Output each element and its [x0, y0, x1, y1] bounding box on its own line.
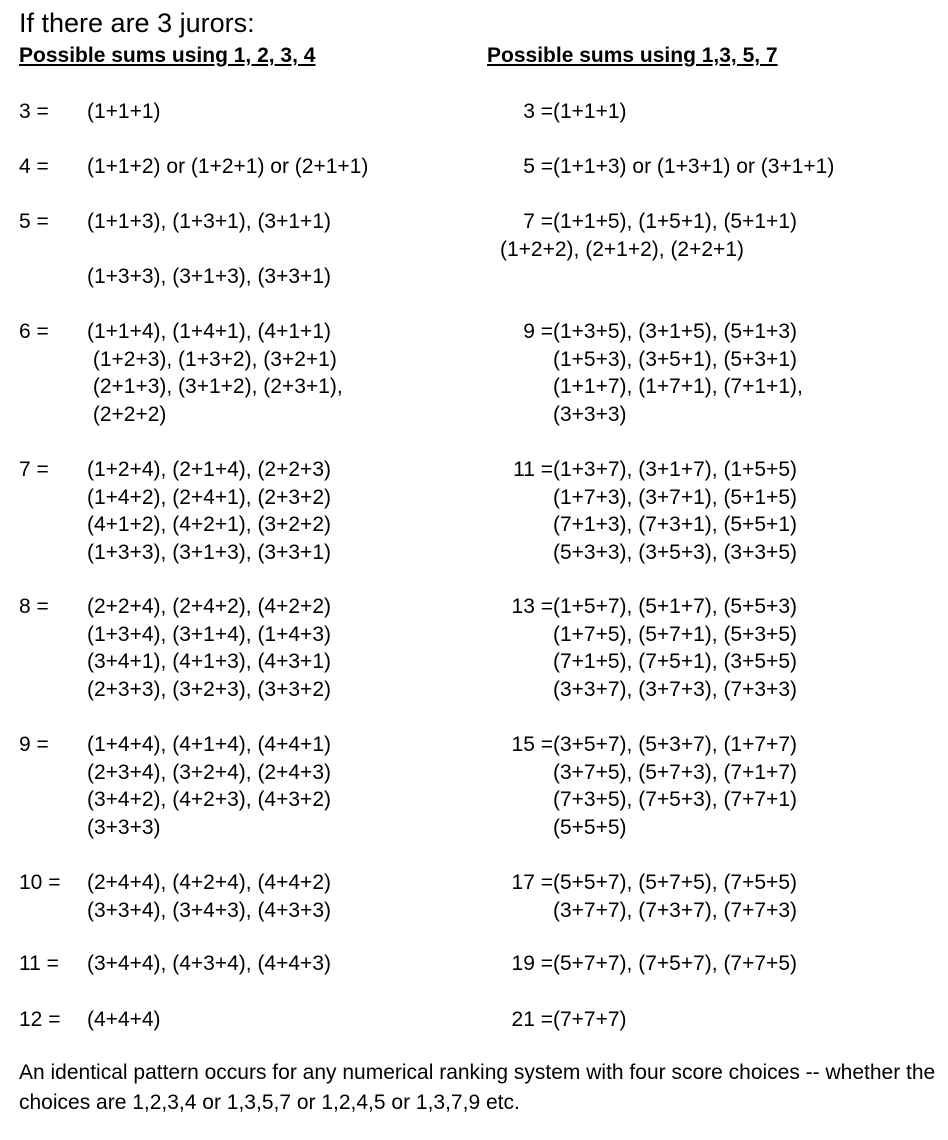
- combination-line: (3+4+4), (4+3+4), (4+4+3): [87, 952, 331, 975]
- combination-line: (1+1+2) or (1+2+1) or (2+1+1): [87, 155, 369, 178]
- combination-line: (1+3+3), (3+1+3), (3+3+1): [87, 265, 331, 288]
- combination-line: (2+1+3), (3+1+2), (2+3+1),: [87, 375, 343, 398]
- sum-entry: [497, 593, 797, 703]
- sum-entry: [19, 208, 331, 236]
- sum-label: 12 =: [19, 1008, 61, 1031]
- combination-list: [553, 153, 834, 181]
- combination-line: (5+5+7), (5+7+5), (7+5+5): [553, 871, 797, 894]
- combination-line: (7+1+3), (7+3+1), (5+5+1): [553, 513, 797, 536]
- sum-label: 8 =: [19, 595, 49, 618]
- sum-label: 7 =: [523, 210, 553, 233]
- combination-line: (1+2+3), (1+3+2), (3+2+1): [87, 347, 337, 371]
- sum-entry: [497, 456, 797, 566]
- combination-line: (1+4+2), (2+4+1), (2+3+2): [87, 485, 331, 509]
- combination-list: [87, 1006, 161, 1034]
- sum-entry: [19, 263, 331, 291]
- sum-label: 11 =: [19, 952, 59, 975]
- combination-list: [553, 731, 797, 841]
- sum-label: 15 =: [511, 733, 553, 756]
- combination-list: [87, 318, 343, 428]
- combination-line: (7+1+5), (7+5+1), (3+5+5): [553, 650, 797, 673]
- combination-line: (1+7+5), (5+7+1), (5+3+5): [553, 622, 797, 646]
- combination-line: (5+3+3), (3+5+3), (3+3+5): [553, 540, 797, 564]
- combination-line: (1+2+4), (2+1+4), (2+2+3): [87, 458, 331, 481]
- combination-list: [87, 950, 331, 978]
- combination-line: (1+1+3) or (1+3+1) or (3+1+1): [553, 155, 835, 178]
- combination-line: (3+7+7), (7+3+7), (7+7+3): [553, 898, 797, 922]
- combination-list: [553, 98, 627, 126]
- sum-label: 19 =: [511, 952, 553, 975]
- sum-label: 9 =: [19, 733, 49, 756]
- sum-entry: [19, 1006, 161, 1034]
- right-column-heading: Possible sums using 1,3, 5, 7: [487, 44, 778, 67]
- combination-line: (2+2+4), (2+4+2), (4+2+2): [87, 595, 331, 618]
- footnote-text: An identical pattern occurs for any numerical ranking system with four score choices -- whether the choices are 1,2,3,4 or 1,3,5,7 or 1,2,4,5 or 1,3,7,9 etc.: [19, 1061, 936, 1114]
- combination-list: [553, 208, 797, 236]
- combination-line: (3+3+4), (3+4+3), (4+3+3): [87, 898, 331, 922]
- combination-list: [553, 1006, 627, 1034]
- sum-label: 5 =: [19, 210, 49, 233]
- combination-line: (3+3+3): [553, 402, 627, 426]
- combination-list: [553, 318, 803, 428]
- sum-entry: [497, 153, 834, 181]
- combination-line: (4+4+4): [87, 1008, 161, 1031]
- combination-line: (2+3+4), (3+2+4), (2+4+3): [87, 760, 331, 784]
- sum-label: 3 =: [19, 100, 49, 123]
- combination-line: (2+3+3), (3+2+3), (3+3+2): [87, 677, 331, 701]
- combination-line: (1+1+1): [87, 100, 161, 123]
- left-column-heading: Possible sums using 1, 2, 3, 4: [19, 44, 316, 67]
- sum-label: 4 =: [19, 155, 49, 178]
- sum-label: 11 =: [513, 458, 553, 481]
- sum-label: 10 =: [19, 871, 61, 894]
- combination-line: (1+4+4), (4+1+4), (4+4+1): [87, 733, 331, 756]
- combination-list: [87, 263, 331, 291]
- combination-line: (1+3+7), (3+1+7), (1+5+5): [553, 458, 797, 481]
- combination-line: (1+7+3), (3+7+1), (5+1+5): [553, 485, 797, 509]
- page-title: If there are 3 jurors:: [19, 8, 255, 38]
- sum-entry: [19, 593, 331, 703]
- sum-label: 21 =: [511, 1008, 553, 1031]
- sum-entry: [19, 869, 331, 924]
- combination-line: (4+1+2), (4+2+1), (3+2+2): [87, 513, 331, 536]
- sum-entry: [19, 731, 331, 841]
- combination-line: (1+1+5), (1+5+1), (5+1+1): [553, 210, 797, 233]
- sum-label: 6 =: [19, 320, 49, 343]
- combination-list: [87, 869, 331, 924]
- combination-line: (3+3+3): [87, 815, 161, 839]
- combination-list: [87, 456, 331, 566]
- combination-line: (7+7+7): [553, 1008, 627, 1031]
- combination-line: (5+7+7), (7+5+7), (7+7+5): [553, 952, 797, 975]
- combination-line: (3+5+7), (5+3+7), (1+7+7): [553, 733, 797, 756]
- sum-entry: [19, 950, 331, 978]
- sum-entry: [497, 98, 627, 126]
- sum-entry: [497, 731, 797, 841]
- sum-entry: [19, 98, 161, 126]
- combination-line: (3+4+2), (4+2+3), (4+3+2): [87, 788, 331, 811]
- combination-list: [87, 98, 161, 126]
- combination-line: (1+3+4), (3+1+4), (1+4+3): [87, 622, 331, 646]
- sum-entry: [19, 153, 368, 181]
- combination-list: [553, 593, 797, 703]
- combination-line: (1+3+5), (3+1+5), (5+1+3): [553, 320, 797, 343]
- sum-label: 9 =: [523, 320, 553, 343]
- combination-line: (2+4+4), (4+2+4), (4+4+2): [87, 871, 331, 894]
- sum-entry: [19, 456, 331, 566]
- combination-line: (1+5+7), (5+1+7), (5+5+3): [553, 595, 797, 618]
- sum-entry: [497, 208, 797, 236]
- combination-line: (1+1+3), (1+3+1), (3+1+1): [87, 210, 331, 233]
- combination-list: [87, 208, 331, 236]
- sum-label: 13 =: [511, 595, 553, 618]
- sum-entry: [19, 318, 343, 428]
- combination-line: (1+5+3), (3+5+1), (5+3+1): [553, 347, 797, 371]
- combination-list: [87, 593, 331, 703]
- combination-line: (1+1+7), (1+7+1), (7+1+1),: [553, 375, 803, 398]
- combination-list: [553, 456, 797, 566]
- combination-list: [553, 950, 797, 978]
- combination-line: (1+1+1): [553, 100, 627, 123]
- sum-entry: [497, 950, 797, 978]
- combination-list: [553, 869, 797, 924]
- sum-label: 17 =: [511, 871, 553, 894]
- combination-line: (3+7+5), (5+7+3), (7+1+7): [553, 760, 797, 784]
- combination-line: (2+2+2): [87, 402, 167, 426]
- combination-line: (3+4+1), (4+1+3), (4+3+1): [87, 650, 331, 673]
- sum-label: 3 =: [523, 100, 553, 123]
- combination-list: [87, 153, 368, 181]
- combination-list: [87, 731, 331, 841]
- sum-entry: [497, 869, 797, 924]
- sum-label: 7 =: [19, 458, 49, 481]
- sum-entry: [497, 318, 803, 428]
- combination-line: (1+2+2), (2+1+2), (2+2+1): [500, 237, 744, 261]
- sum-entry: [497, 1006, 627, 1034]
- combination-line: (7+3+5), (7+5+3), (7+7+1): [553, 788, 797, 811]
- combination-line: (3+3+7), (3+7+3), (7+3+3): [553, 677, 797, 701]
- combination-line: (1+3+3), (3+1+3), (3+3+1): [87, 540, 331, 564]
- combination-line: (1+1+4), (1+4+1), (4+1+1): [87, 320, 331, 343]
- combination-line: (5+5+5): [553, 815, 627, 839]
- sum-label: 5 =: [523, 155, 553, 178]
